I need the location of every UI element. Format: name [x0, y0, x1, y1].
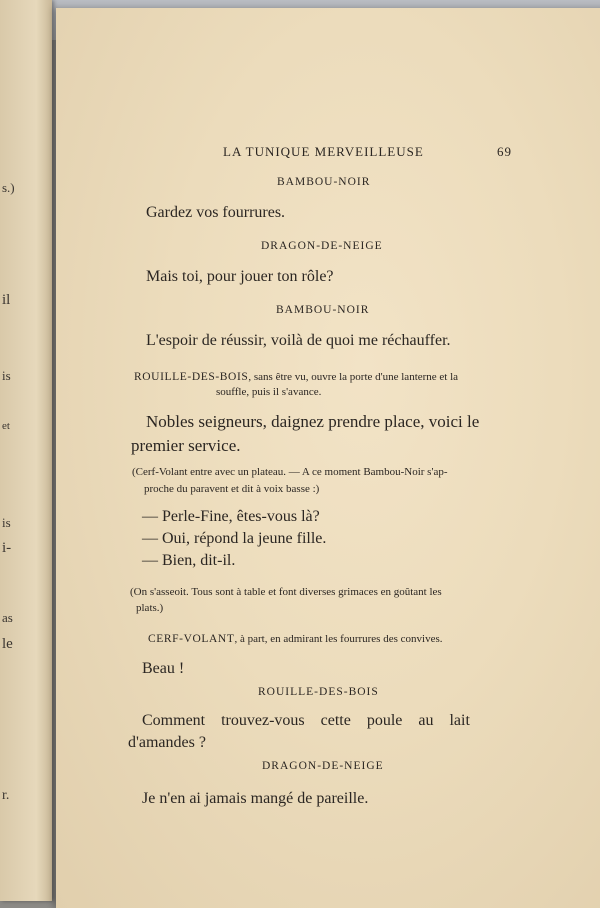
- dialogue-line: — Bien, dit-il.: [142, 552, 236, 569]
- stage-direction: (Cerf-Volant entre avec un plateau. — A ce moment Bambou-Noir s'ap-: [132, 466, 448, 478]
- left-page-fragment: il: [2, 292, 11, 308]
- running-header: LA TUNIQUE MERVEILLEUSE: [223, 144, 424, 159]
- speaker-name: DRAGON-DE-NEIGE: [261, 240, 383, 252]
- speaker-name: CERF-VOLANT: [148, 633, 235, 645]
- left-page-fragment: s.): [2, 180, 15, 195]
- stage-direction-text: , à part, en admirant les fourrures des convives.: [234, 633, 443, 645]
- left-page-fragment: i-: [2, 540, 12, 556]
- left-page: [0, 0, 52, 901]
- stage-direction: [134, 371, 458, 383]
- speaker-name: DRAGON-DE-NEIGE: [262, 760, 384, 772]
- dialogue-line: — Oui, répond la jeune fille.: [142, 530, 327, 547]
- stage-direction: [148, 633, 442, 645]
- dialogue-line: d'amandes ?: [128, 734, 206, 751]
- page-number: 69: [497, 144, 512, 159]
- dialogue-line: premier service.: [131, 436, 241, 455]
- left-page-fragment: le: [2, 636, 13, 652]
- left-page-fragment: et: [2, 420, 10, 432]
- stage-direction: (On s'asseoit. Tous sont à table et font diverses grimaces en goûtant les: [130, 586, 442, 598]
- stage-direction-text: , sans être vu, ouvre la porte d'une lanterne et la: [248, 371, 459, 383]
- book-page: [56, 8, 600, 908]
- speaker-name: ROUILLE-DES-BOIS: [134, 371, 249, 383]
- stage-direction: proche du paravent et dit à voix basse :): [144, 483, 320, 495]
- dialogue-line: Je n'en ai jamais mangé de pareille.: [142, 790, 369, 807]
- dialogue-line: Nobles seigneurs, daignez prendre place, voici le: [146, 412, 480, 431]
- speaker-name: ROUILLE-DES-BOIS: [258, 686, 379, 698]
- dialogue-line: Beau !: [142, 660, 185, 677]
- left-page-fragment: is: [2, 368, 11, 383]
- stage-direction: souffle, puis il s'avance.: [216, 386, 322, 398]
- stage-direction: plats.): [136, 602, 164, 614]
- dialogue-line: L'espoir de réussir, voilà de quoi me réchauffer.: [146, 332, 451, 349]
- speaker-name: BAMBOU-NOIR: [277, 176, 371, 188]
- dialogue-line: Comment trouvez-vous cette poule au lait: [142, 712, 470, 729]
- left-page-fragment: r.: [2, 788, 10, 803]
- dialogue-line: Mais toi, pour jouer ton rôle?: [146, 268, 334, 285]
- speaker-name: BAMBOU-NOIR: [276, 304, 370, 316]
- dialogue-line: Gardez vos fourrures.: [146, 204, 286, 221]
- dialogue-line: — Perle-Fine, êtes-vous là?: [142, 508, 320, 525]
- left-page-fragment: as: [2, 610, 13, 625]
- left-page-fragment: is: [2, 515, 11, 530]
